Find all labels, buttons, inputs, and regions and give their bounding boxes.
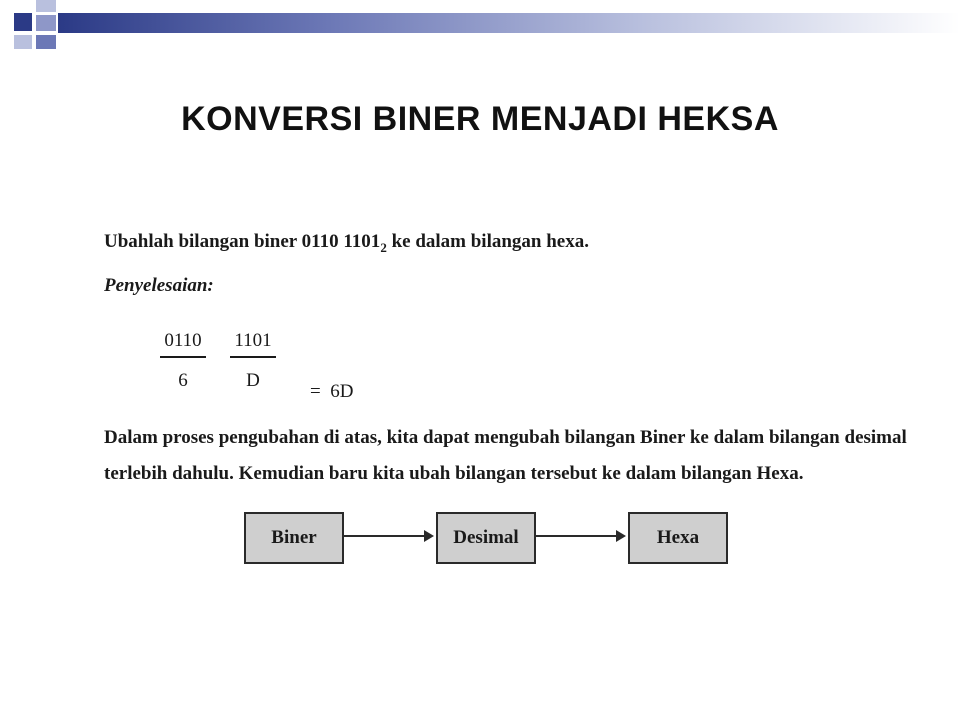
question-text [104, 231, 589, 256]
group-2-binary: 1101 [230, 330, 276, 358]
group-1-hex: 6 [178, 370, 188, 391]
deco-square-light [36, 15, 56, 31]
group-1-binary: 0110 [160, 330, 206, 358]
header-gradient-bar [58, 13, 960, 33]
deco-square-dark [14, 13, 32, 31]
arrow-head-icon [616, 530, 626, 542]
equals-sign: = [310, 381, 321, 402]
scanned-content [96, 215, 907, 605]
group-2 [230, 330, 276, 392]
paragraph-line-2: terlebih dahulu. Kemudian baru kita ubah bilangan tersebut ke dalam bilangan Hexa. [104, 463, 804, 484]
deco-square-light [14, 35, 32, 49]
result-value: 6D [330, 381, 354, 402]
flow-box-hexa: Hexa [628, 512, 728, 564]
solution-label: Penyelesaian: [104, 275, 214, 296]
group-2-hex: D [246, 370, 260, 391]
group-1 [160, 330, 206, 392]
question-subscript: 2 [380, 239, 387, 255]
question-suffix: ke dalam bilangan hexa. [386, 231, 589, 252]
slide-title: KONVERSI BINER MENJADI HEKSA [181, 100, 779, 138]
paragraph-line-1: Dalam proses pengubahan di atas, kita dapat mengubah bilangan Biner ke dalam bilangan desimal [104, 427, 907, 448]
flow-arrow-1 [344, 535, 432, 537]
flow-box-biner: Biner [244, 512, 344, 564]
arrow-head-icon [424, 530, 434, 542]
result-equation [310, 381, 353, 403]
deco-square-light [36, 0, 56, 12]
flow-arrow-2 [536, 535, 624, 537]
flow-box-desimal: Desimal [436, 512, 536, 564]
deco-square-dark [36, 35, 56, 49]
question-prefix: Ubahlah bilangan biner 0110 1101 [104, 231, 381, 252]
